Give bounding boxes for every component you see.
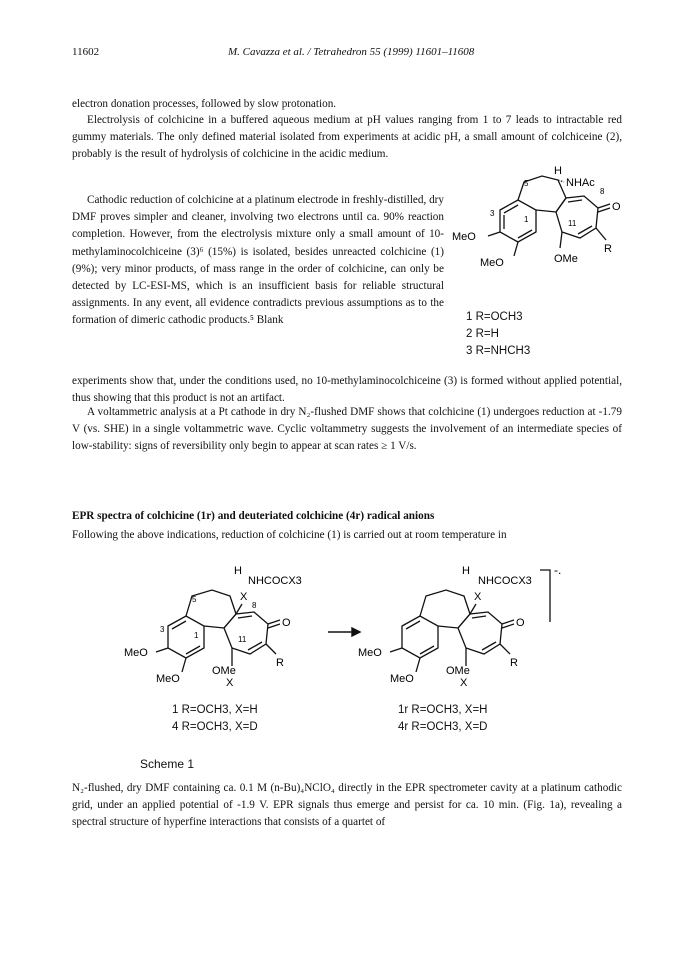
radical-anion-charge: -. bbox=[554, 563, 562, 577]
scheme-right-label-1: 1r R=OCH3, X=H bbox=[398, 704, 488, 716]
legend-line-1: 1 R=OCH3 bbox=[466, 311, 523, 323]
fig-num-1: 1 bbox=[524, 215, 529, 224]
compound-legend bbox=[466, 309, 530, 360]
paragraph-5: Following the above indications, reduction of colchicine (1) is carried out at room temperature in bbox=[72, 529, 507, 541]
scheme-right-x-bottom: X bbox=[460, 677, 468, 689]
scheme-right-r: R bbox=[510, 657, 518, 669]
scheme-1-drawing bbox=[120, 556, 590, 696]
scheme-right-x-top: X bbox=[474, 591, 482, 603]
scheme-left-molecule bbox=[156, 590, 280, 672]
scheme-left-num-3: 3 bbox=[160, 625, 165, 634]
scheme-left-h: H bbox=[234, 565, 242, 577]
scheme-left-legend bbox=[172, 702, 258, 736]
scheme-left-num-11: 11 bbox=[238, 635, 247, 644]
scheme-left-num-5: 5 bbox=[192, 595, 197, 604]
fig-r-label: R bbox=[604, 243, 612, 255]
legend-line-2: 2 R=H bbox=[466, 328, 499, 340]
fig-carbonyl-o: O bbox=[612, 201, 621, 213]
scheme-left-x-top: X bbox=[240, 591, 248, 603]
section-heading: EPR spectra of colchicine (1r) and deuteriated colchicine (4r) radical anions bbox=[72, 510, 435, 522]
fig-nhac-label: NHAc bbox=[566, 177, 595, 189]
paragraph-6: N₂-flushed, dry DMF containing ca. 0.1 M (n-Bu)₄NClO₄ directly in the EPR spectrometer cavity at a platinum cathodic grid, under an applied potential of -1.9 V. EPR signals thus emerge and persist for ca. 10 min. (Fig. 1a), revealing a spectral structure of hyperfine interactions that consists of a quartet of bbox=[72, 782, 622, 829]
scheme-left-meo-bottom: MeO bbox=[156, 673, 180, 685]
scheme-right-nhcocx3: NHCOCX3 bbox=[478, 575, 532, 587]
legend-line-3: 3 R=NHCH3 bbox=[466, 345, 531, 357]
scheme-right-meo-top: MeO bbox=[358, 647, 382, 659]
fig-num-11: 11 bbox=[568, 219, 577, 228]
scheme-caption: Scheme 1 bbox=[140, 757, 195, 771]
scheme-left-o: O bbox=[282, 617, 291, 629]
scheme-left-r: R bbox=[276, 657, 284, 669]
paragraph-1: electron donation processes, followed by slow protonation. bbox=[72, 98, 337, 110]
scheme-right-label-2: 4r R=OCH3, X=D bbox=[398, 721, 488, 733]
scheme-right-h: H bbox=[462, 565, 470, 577]
scheme-right-o: O bbox=[516, 617, 525, 629]
fig-meo-bottom: MeO bbox=[480, 257, 504, 269]
scheme-left-meo-top: MeO bbox=[124, 647, 148, 659]
fig-h-label: H bbox=[554, 165, 562, 177]
scheme-left-x-bottom: X bbox=[226, 677, 234, 689]
fig-num-8: 8 bbox=[600, 187, 605, 196]
fig-num-3: 3 bbox=[490, 209, 495, 218]
paragraph-3-continued: experiments show that, under the conditions used, no 10-methylaminocolchiceine (3) is formed without applied potential, thus showing that this product is not an artifact. bbox=[72, 375, 622, 405]
reaction-arrow bbox=[328, 628, 360, 636]
scheme-left-ome: OMe bbox=[212, 665, 236, 677]
paragraph-4: A voltammetric analysis at a Pt cathode in dry N₂-flushed DMF shows that colchicine (1) undergoes reduction at -1.79 V (vs. SHE) in a single voltammetric wave. Cyclic voltammetry suggests the involvement of an intermediate species of low-stability: signs of reversibility only begin to appear at scan rates ≥ 1 V/s. bbox=[72, 406, 622, 453]
scheme-left-label-2: 4 R=OCH3, X=D bbox=[172, 721, 258, 733]
colchicine-structure-figure bbox=[448, 158, 638, 298]
paragraph-3-wrapped: Cathodic reduction of colchicine at a platinum electrode in freshly-distilled, dry DMF proves simpler and cleaner, involving two electrons until ca. 90% reaction completion. However, from the electrolysis mixture only a small amount of 10-methylaminocolchiceine (3)⁶ (15%) is isolated, besides unreacted colchicine (1) (9%); very minor products, of mass range in the order of colchicine, can only be detected by LC-ESI-MS, which is an insufficient basis for reliable structural assignments. In any event, all evidence contradicts previous assumptions as to the formation of dimeric cathodic products.⁵ Blank bbox=[72, 194, 444, 327]
fig-meo-top: MeO bbox=[452, 231, 476, 243]
scheme-right-ome: OMe bbox=[446, 665, 470, 677]
scheme-right-meo-bottom: MeO bbox=[390, 673, 414, 685]
page-number: 11602 bbox=[72, 46, 100, 58]
scheme-left-num-1: 1 bbox=[194, 631, 199, 640]
fig-ome-label: OMe bbox=[554, 253, 578, 265]
fig-num-5: 5 bbox=[524, 179, 529, 188]
scheme-left-label-1: 1 R=OCH3, X=H bbox=[172, 704, 258, 716]
scheme-left-nhcocx3: NHCOCX3 bbox=[248, 575, 302, 587]
paragraph-2: Electrolysis of colchicine in a buffered aqueous medium at pH values ranging from 1 to 7 leads to intractable red gummy materials. The only defined material isolated from experiments at acidic pH, a small amount of colchiceine (2), probably is the result of hydrolysis of colchicine in the acidic medium. bbox=[72, 114, 622, 161]
scheme-left-num-8: 8 bbox=[252, 601, 257, 610]
scheme-right-legend bbox=[398, 702, 487, 736]
running-header-citation: M. Cavazza et al. / Tetrahedron 55 (1999) 11601–11608 bbox=[228, 46, 475, 58]
